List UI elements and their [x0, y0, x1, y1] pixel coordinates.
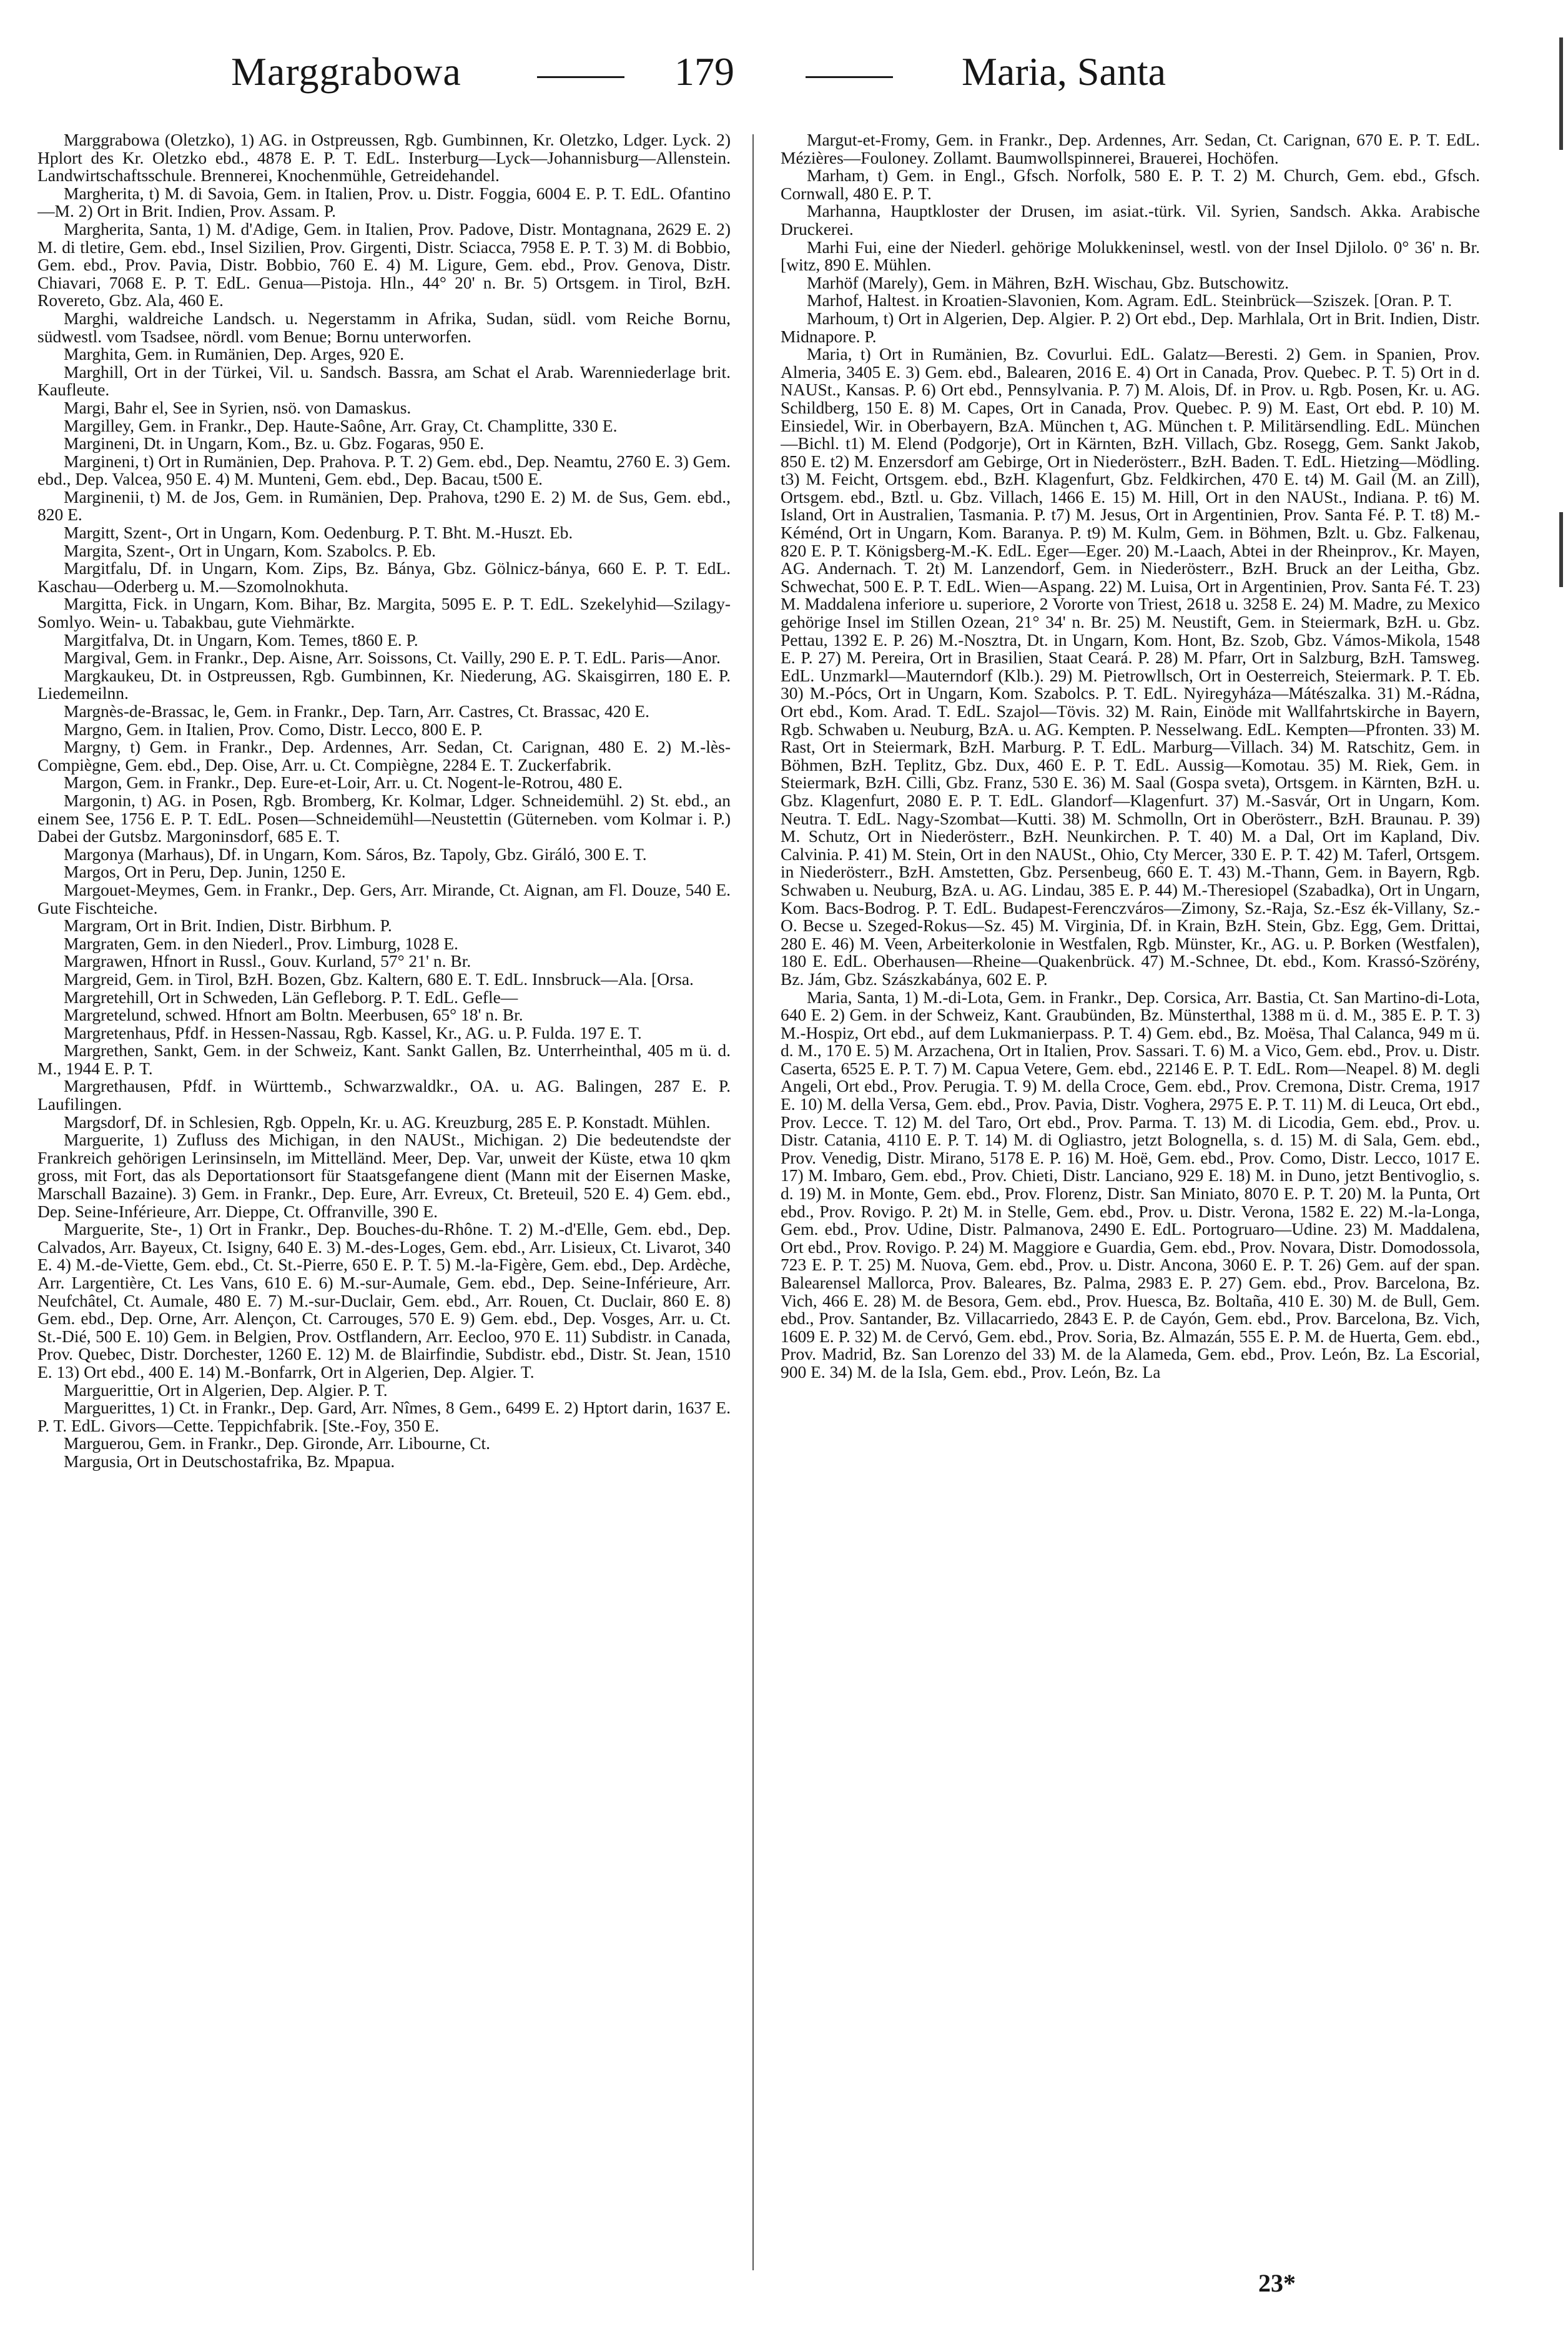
dictionary-entry: Marggrabowa (Oletzko), 1) AG. in Ostpreussen, Rgb. Gumbinnen, Kr. Oletzko, Ldger. Lyck. 2) Hplort des Kr. Oletzko ebd., 4878 E. P. T. EdL. Insterburg—Lyck—Johannisburg—Allenstein. Landwirtschaftsschule. Brennerei, Knochenmühle, Getreidehandel.	[37, 131, 731, 185]
page-number: 179	[674, 49, 734, 94]
dictionary-entry: Margrethen, Sankt, Gem. in der Schweiz, Kant. Sankt Gallen, Bz. Unterrheinthal, 405 m ü. d. M., 1944 E. P. T.	[37, 1041, 731, 1078]
dictionary-entry: Marguerite, 1) Zufluss des Michigan, in den NAUSt., Michigan. 2) Die bedeutendste der Frankreich gehörigen Lerinsinseln, im Mittelländ. Meer, Dep. Var, unweit der Küste, etwa 10 qkm gross, mit Fort, das als Deportationsort für Staatsgefangene dient (Mann mit der Eisernen Maske, Marschall Bazaine). 3) Gem. in Frankr., Dep. Eure, Arr. Evreux, Ct. Breteuil, 520 E. 4) Gem. ebd., Dep. Seine-Inférieure, Arr. Dieppe, Ct. Offranville, 390 E.	[37, 1130, 731, 1221]
dictionary-entry: Margnès-de-Brassac, le, Gem. in Frankr., Dep. Tarn, Arr. Castres, Ct. Brassac, 420 E.	[64, 701, 649, 721]
dictionary-entry: Margonin, t) AG. in Posen, Rgb. Bromberg, Kr. Kolmar, Ldger. Schneidemühl. 2) St. ebd., an einem See, 1756 E. P. T. EdL. Posen—Schneidemühl—Neustettin (Güterneben. vom Kolmar i. P.) Dabei der Gutsbz. Margoninsdorf, 685 E. T.	[37, 790, 731, 846]
dictionary-entry: Maria, Santa, 1) M.-di-Lota, Gem. in Frankr., Dep. Corsica, Arr. Bastia, Ct. San Martino-di-Lota, 640 E. 2) Gem. in der Schweiz, Kant. Graubünden, Bz. Münsterthal, 1388 m ü. d. M., 385 E. P. T. 3) M.-Hospiz, Ort ebd., auf dem Lukmanierpass. P. T. 4) Gem. ebd., Bz. Moësa, Thal Calanca, 949 m ü. d. M., 170 E. 5) M. Arzachena, Ort in Italien, Prov. Sassari. T. 6) M. a Vico, Gem. ebd., Prov. u. Distr. Caserta, 6525 E. P. T. 7) M. Capua Vetere, Gem. ebd., 22146 E. P. T. EdL. Rom—Neapel. 8) M. degli Angeli, Ort ebd., Prov. Perugia. T. 9) M. della Croce, Gem. ebd., Prov. Cremona, Distr. Crema, 1917 E. 10) M. della Versa, Gem. ebd., Prov. Pavia, Distr. Voghera, 2975 E. P. T. 11) M. di Leuca, Ort ebd., Prov. Lecce. T. 12) M. del Taro, Ort ebd., Prov. Parma. T. 13) M. di Licodia, Gem. ebd., Prov. u. Distr. Catania, 4110 E. P. T. 14) M. di Ogliastro, jetzt Bolognella, s. d. 15) M. di Sala, Gem. ebd., Prov. Venedig, Distr. Mirano, 5178 E. P. 16) M. Hoë, Gem. ebd., Prov. Como, Distr. Lecco, 1017 E. 17) M. Imbaro, Gem. ebd., Prov. Chieti, Distr. Lanciano, 929 E. 18) M. in Duno, jetzt Bentivoglio, s. d. 19) M. in Monte, Gem. ebd., Prov. Florenz, Distr. San Miniato, 8070 E. P. T. 20) M. la Punta, Ort ebd., Prov. Rovigo. P. 2t) M. in Stelle, Gem. ebd., Prov. u. Distr. Verona, 1582 E. 22) M.-la-Longa, Gem. ebd., Prov. Udine, Distr. Palmanova, 2490 E. EdL. Portogruaro—Udine. 23) M. Maddalena, Ort ebd., Prov. Rovigo. P. 24) M. Maggiore e Guardia, Gem. ebd., Prov. Novara, Distr. Domodossola, 723 E. P. T. 25) M. Nuova, Gem. ebd., Prov. u. Distr. Ancona, 3060 E. P. T. 26) Gem. auf der span. Balearensel Mallorca, Prov. Baleares, Bz. Palma, 2983 E. P. 27) Gem. ebd., Prov. Barcelona, Bz. Vich, 466 E. 28) M. de Besora, Gem. ebd., Prov. Huesca, Bz. Boltaña, 410 E. 30) M. de Bull, Gem. ebd., Prov. Santander, Bz. Villacarriedo, 2843 E. P. de Cayón, Gem. ebd., Prov. Barcelona, Bz. Vich, 1609 E. P. 32) M. de Cervó, Gem. ebd., Prov. Soria, Bz. Almazán, 555 E. P. M. de Huerta, Gem. ebd., Prov. Madrid, Bz. San Lorenzo del 33) M. de la Alameda, Gem. ebd., Prov. León, Bz. La Escorial, 900 E. 34) M. de la Isla, Gem. ebd., Prov. León, Bz. La	[781, 987, 1480, 1382]
left-column	[37, 131, 731, 2280]
dictionary-entry: Margkaukeu, Dt. in Ostpreussen, Rgb. Gumbinnen, Kr. Niederung, AG. Skaisgirren, 180 E. P. Liedemeilnn.	[37, 665, 731, 703]
dictionary-entry: Marghill, Ort in der Türkei, Vil. u. Sandsch. Bassra, am Schat el Arab. Warenniederlage brit. Kaufleute.	[37, 362, 731, 400]
header-rule-left	[537, 76, 624, 78]
dictionary-entry: Margon, Gem. in Frankr., Dep. Eure-et-Loir, Arr. u. Ct. Nogent-le-Rotrou, 480 E.	[64, 773, 623, 793]
dictionary-entry: Margusia, Ort in Deutschostafrika, Bz. Mpapua.	[64, 1451, 395, 1471]
dictionary-entry: Margineni, Dt. in Ungarn, Kom., Bz. u. Gbz. Fogaras, 950 E.	[64, 433, 485, 453]
running-head-left: Marggrabowa	[231, 49, 461, 94]
dictionary-entry: Margny, t) Gem. in Frankr., Dep. Ardennes, Arr. Sedan, Ct. Carignan, 480 E. 2) M.-lès-Compiègne, Gem. ebd., Dep. Oise, Arr. u. Ct. Compiègne, 2284 E. T. Zuckerfabrik.	[37, 737, 731, 774]
dictionary-entry: Margival, Gem. in Frankr., Dep. Aisne, Arr. Soissons, Ct. Vailly, 290 E. P. T. EdL. Paris—Anor.	[64, 648, 721, 668]
dictionary-entry: Margreid, Gem. in Tirol, BzH. Bozen, Gbz. Kaltern, 680 E. T. EdL. Innsbruck—Ala. [Orsa.	[64, 969, 694, 989]
dictionary-entry: Margitta, Fick. in Ungarn, Kom. Bihar, Bz. Margita, 5095 E. P. T. EdL. Szekelyhid—Szilagy-Somlyo. Wein- u. Tabakbau, gute Viehmärkte.	[37, 594, 731, 632]
dictionary-entry: Marham, t) Gem. in Engl., Gfsch. Norfolk, 580 E. P. T. 2) M. Church, Gem. ebd., Gfsch. Cornwall, 480 E. P. T.	[781, 166, 1480, 203]
dictionary-entry: Marguerittie, Ort in Algerien, Dep. Algier. P. T.	[64, 1380, 388, 1400]
dictionary-entry: Marguerite, Ste-, 1) Ort in Frankr., Dep. Bouches-du-Rhône. T. 2) M.-d'Elle, Gem. ebd., Dep. Calvados, Arr. Bayeux, Ct. Isigny, 640 E. 3) M.-des-Loges, Gem. ebd., Arr. Lisieux, Ct. Livarot, 340 E. 4) M.-de-Viette, Gem. ebd., Ct. St.-Pierre, 650 E. P. T. 5) M.-la-Figère, Gem. ebd., Dep. Ardèche, Arr. Largentière, Ct. Les Vans, 610 E. 6) M.-sur-Aumale, Gem. ebd., Dep. Seine-Inférieure, Arr. Neufchâtel, Ct. Aumale, 480 E. 7) M.-sur-Duclair, Gem. ebd., Arr. Rouen, Ct. Duclair, 860 E. 8) Gem. ebd., Dep. Orne, Arr. Alençon, Ct. Carrouges, 570 E. 9) Gem. ebd., Dep. Vosges, Arr. u. Ct. St.-Dié, 500 E. 10) Gem. in Belgien, Prov. Ostflandern, Arr. Eecloo, 970 E. 11) Subdistr. in Canada, Prov. Quebec, Distr. Dorchester, 1260 E. 12) M. de Blairfindie, Subdistr. ebd., Distr. St. Jean, 1510 E. 13) Ort ebd., 400 E. 14) M.-Bonfarrk, Ort in Algerien, Dep. Algier. T.	[37, 1219, 731, 1382]
dictionary-entry: Marhoum, t) Ort in Algerien, Dep. Algier. P. 2) Ort ebd., Dep. Marhlala, Ort in Brit. Indien, Distr. Midnapore. P.	[781, 308, 1480, 346]
dictionary-entry: Margretenhaus, Pfdf. in Hessen-Nassau, Rgb. Kassel, Kr., AG. u. P. Fulda. 197 E. T.	[64, 1022, 642, 1042]
dictionary-entry: Margut-et-Fromy, Gem. in Frankr., Dep. Ardennes, Arr. Sedan, Ct. Carignan, 670 E. P. T. EdL. Mézières—Fouloney. Zollamt. Baumwollspinnerei, Brauerei, Hochöfen.	[781, 131, 1480, 167]
dictionary-entry: Margno, Gem. in Italien, Prov. Como, Distr. Lecco, 800 E. P.	[64, 719, 483, 739]
dictionary-entry: Marguerou, Gem. in Frankr., Dep. Gironde, Arr. Libourne, Ct.	[64, 1433, 491, 1453]
dictionary-entry: Margilley, Gem. in Frankr., Dep. Haute-Saône, Arr. Gray, Ct. Champlitte, 330 E.	[64, 415, 618, 435]
dictionary-entry: Margonya (Marhaus), Df. in Ungarn, Kom. Sáros, Bz. Tapoly, Gbz. Giráló, 300 E. T.	[64, 844, 647, 864]
dictionary-entry: Margitt, Szent-, Ort in Ungarn, Kom. Oedenburg. P. T. Bht. M.-Huszt. Eb.	[64, 523, 573, 543]
dictionary-entry: Marguerittes, 1) Ct. in Frankr., Dep. Gard, Arr. Nîmes, 8 Gem., 6499 E. 2) Hptort darin, 1637 E. P. T. EdL. Givors—Cette. Teppichfabrik. [Ste.-Foy, 350 E.	[37, 1398, 731, 1435]
column-divider	[752, 134, 754, 2270]
page-signature: 23*	[1258, 2269, 1296, 2297]
dictionary-entry: Margos, Ort in Peru, Dep. Junin, 1250 E.	[64, 862, 346, 882]
dictionary-entry: Marhöf (Marely), Gem. in Mähren, BzH. Wischau, Gbz. Butschowitz.	[807, 272, 1289, 292]
dictionary-entry: Maria, t) Ort in Rumänien, Bz. Covurlui. EdL. Galatz—Beresti. 2) Gem. in Spanien, Prov. Almeria, 3405 E. 3) Gem. ebd., Balearen, 2016 E. 4) Ort in Canada, Prov. Quebec. P. T. 5) Ort in d. NAUSt., Kansas. P. 6) Ort ebd., Pennsylvania. P. 7) M. Alois, Df. in Prov. u. Rgb. Posen, Kr. u. AG. Schildberg, 150 E. 8) M. Capes, Ort in Canada, Prov. Quebec. P. 9) M. East, Ort ebd. P. 10) M. Einsiedel, Wir. in Oberbayern, BzA. München t, AG. München t. P. Militärsendling. EdL. München—Bichl. t1) M. Elend (Podgorje), Ort in Kärnten, BzH. Villach, Gbz. Rosegg, Gem. Sankt Jakob, 850 E. t2) M. Enzersdorf am Gebirge, Ort in Niederösterr., BzH. Baden. T. EdL. Hietzing—Mödling. t3) M. Feicht, Ortsgem. ebd., BzH. Klagenfurt, Gbz. Feldkirchen, 470 E. t4) M. Gail (M. an Zill), Ortsgem. ebd., Bztl. u. Gbz. Villach, 1466 E. 15) M. Hill, Ort in den NAUSt., Indiana. P. t6) M. Island, Ort in Australien, Tasmania. P. t7) M. Jesus, Ort in Argentinien, Prov. Santa Fé. P. T. t8) M.-Kéménd, Ort in Ungarn, Kom. Baranya. P. t9) M. Kulm, Gem. in Böhmen, Bzlt. u. Gbz. Falkenau, 820 E. P. T. Königsberg-M.-K. EdL. Eger—Eger. 20) M.-Laach, Abtei in der Rheinprov., Kr. Mayen, AG. Andernach. T. 2t) M. Lanzendorf, Gem. in Niederösterr., BzH. Bruck an der Leitha, Gbz. Schwechat, 500 E. P. T. EdL. Wien—Aspang. 22) M. Luisa, Ort in Argentinien, Prov. Santa Fé. T. 23) M. Maddalena inferiore u. superiore, 2 Vororte von Triest, 2618 u. 3258 E. 24) M. Madre, zu Mexico gehörige Insel im Stillen Ozean, 21° 34' n. Br. 25) M. Neustift, Gem. in Steiermark, BzH. u. Gbz. Pettau, 1392 E. P. 26) M.-Nosztra, Dt. in Ungarn, Kom. Hont, Bz. Szob, Gbz. Vámos-Mikola, 1548 E. P. 27) M. Pereira, Ort in Brasilien, Staat Ceará. P. 28) M. Pfarr, Ort in Salzburg, BzH. Tamsweg. EdL. Unzmarkl—Mauterndorf (Klb.). 29) M. Pietrowllsch, Ort in Oesterreich, Steiermark. P. T. Eb. 30) M.-Pócs, Ort in Ungarn, Kom. Szabolcs. P. T. EdL. Nyiregyháza—Mátészalka. 31) M.-Rádna, Ort ebd., Kom. Arad. T. EdL. Szajol—Tövis. 32) M. Rain, Einöde mit Wallfahrtskirche in Bayern, Rgb. Schwaben u. Neuburg, BzA. u. AG. Kempten. P. Nesselwang. EdL. Kempten—Pfronten. 33) M. Rast, Ort in Steiermark, BzH. Marburg. P. T. EdL. Marburg—Villach. 34) M. Ratschitz, Gem. in Böhmen, BzH. Teplitz, Gbz. Dux, 460 E. P. T. EdL. Aussig—Komotau. 35) M. Riek, Gem. in Steiermark, BzH. Cilli, Gbz. Franz, 530 E. 36) M. Saal (Gospa sveta), Ortsgem. in Kärnten, BzH. u. Gbz. Klagenfurt, 2080 E. P. T. EdL. Glandorf—Klagenfurt. 37) M.-Sasvár, Ort in Ungarn, Kom. Neutra. T. EdL. Nagy-Szombat—Kutti. 38) M. Schmolln, Ort in Oberösterr., BzH. Braunau. P. 39) M. Schutz, Ort in Niederösterr., BzH. Neunkirchen. P. T. 40) M. a Dal, Ort im Kapland, Div. Calvinia. P. 41) M. Stein, Ort in den NAUSt., Ohio, Cty Mercer, 330 E. P. T. 42) M. Taferl, Ortsgem. in Niederösterr., BzH. Amstetten, Gbz. Persenbeug, 660 E. T. 43) M.-Thann, Gem. in Bayern, Rgb. Schwaben u. Neuburg, BzA. u. AG. Lindau, 385 E. P. 44) M.-Theresiopel (Szabadka), Ort in Ungarn, Kom. Bacs-Bodrog. P. T. EdL. Budapest-Ferenczváros—Zimony, Sz.-Raja, Sz.-Esz ék-Villany, Sz.-O. Becse u. Szeged-Rokus—Sz. 45) M. Virginia, Df. in Krain, BzH. Stein, Gbz. Egg, Gem. Drittai, 280 E. 46) M. Veen, Arbeiterkolonie in Westfalen, Rgb. Münster, Kr., AG. u. P. Borken (Westfalen), 180 E. EdL. Oberhausen—Rheine—Quakenbrück. 47) M.-Schnee, Dt. ebd., Kom. Krassó-Szörény, Bz. Jám, Gbz. Szászkabánya, 602 E. P.	[781, 344, 1480, 989]
dictionary-entry: Marhi Fui, eine der Niederl. gehörige Molukkeninsel, westl. von der Insel Djilolo. 0° 36' n. Br. [witz, 890 E. Mühlen.	[781, 237, 1480, 275]
running-head-right: Maria, Santa	[962, 49, 1166, 94]
dictionary-entry: Margram, Ort in Brit. Indien, Distr. Birbhum. P.	[64, 916, 392, 936]
page-header	[0, 49, 1568, 117]
dictionary-entry: Margitfalva, Dt. in Ungarn, Kom. Temes, t860 E. P.	[64, 630, 418, 650]
dictionary-entry: Margouet-Meymes, Gem. in Frankr., Dep. Gers, Arr. Mirande, Ct. Aignan, am Fl. Douze, 540 E. Gute Fischteiche.	[37, 879, 731, 917]
dictionary-entry: Margretelund, schwed. Hfnort am Boltn. Meerbusen, 65° 18' n. Br.	[64, 1005, 523, 1025]
dictionary-entry: Margrawen, Hfnort in Russl., Gouv. Kurland, 57° 21' n. Br.	[64, 951, 471, 971]
dictionary-entry: Marghita, Gem. in Rumänien, Dep. Arges, 920 E.	[64, 344, 405, 364]
dictionary-entry: Margita, Szent-, Ort in Ungarn, Kom. Szabolcs. P. Eb.	[64, 540, 436, 560]
dictionary-entry: Margi, Bahr el, See in Syrien, nsö. von Damaskus.	[64, 397, 412, 417]
dictionary-entry: Marhanna, Hauptkloster der Drusen, im asiat.-türk. Vil. Syrien, Sandsch. Akka. Arabische Druckerei.	[781, 201, 1480, 239]
dictionary-entry: Margitfalu, Df. in Ungarn, Kom. Zips, Bz. Bánya, Gbz. Gölnicz-bánya, 660 E. P. T. EdL. Kaschau—Oderberg u. M.—Szomolnokhuta.	[37, 558, 731, 596]
dictionary-entry: Margherita, Santa, 1) M. d'Adige, Gem. in Italien, Prov. Padove, Distr. Montagnana, 2629 E. 2) M. di tletire, Gem. ebd., Insel Sizilien, Prov. Girgenti, Distr. Sciacca, 7958 E. P. T. 3) M. di Bobbio, Gem. ebd., Prov. Pavia, Distr. Bobbio, 760 E. 4) M. Ligure, Gem. ebd., Prov. Genova, Distr. Chiavari, 7068 E. P. T. EdL. Genua—Pistoja. Hln., 44° 20' n. Br. 5) Ortsgem. in Tirol, BzH. Rovereto, Gbz. Ala, 460 E.	[37, 219, 731, 310]
dictionary-entry: Marginenii, t) M. de Jos, Gem. in Rumänien, Dep. Prahova, t290 E. 2) M. de Sus, Gem. ebd., 820 E.	[37, 487, 731, 525]
header-rule-right	[806, 76, 893, 78]
dictionary-entry: Marhof, Haltest. in Kroatien-Slavonien, Kom. Agram. EdL. Steinbrück—Sziszek. [Oran. P. T.	[807, 290, 1452, 310]
dictionary-entry: Margsdorf, Df. in Schlesien, Rgb. Oppeln, Kr. u. AG. Kreuzburg, 285 E. P. Konstadt. Mühlen.	[64, 1112, 711, 1132]
dictionary-entry: Margineni, t) Ort in Rumänien, Dep. Prahova. P. T. 2) Gem. ebd., Dep. Neamtu, 2760 E. 3) Gem. ebd., Dep. Valcea, 950 E. 4) M. Munteni, Gem. ebd., Dep. Bacau, t500 E.	[37, 451, 731, 489]
dictionary-entry: Margrethausen, Pfdf. in Württemb., Schwarzwaldkr., OA. u. AG. Balingen, 287 E. P. Laufilingen.	[37, 1076, 731, 1114]
dictionary-entry: Margraten, Gem. in den Niederl., Prov. Limburg, 1028 E.	[64, 933, 458, 953]
right-column	[781, 131, 1480, 2280]
dictionary-entry: Margherita, t) M. di Savoia, Gem. in Italien, Prov. u. Distr. Foggia, 6004 E. P. T. EdL. Ofantino—M. 2) Ort in Brit. Indien, Prov. Assam. P.	[37, 183, 731, 221]
dictionary-entry: Margretehill, Ort in Schweden, Län Gefleborg. P. T. EdL. Gefle—	[64, 987, 518, 1007]
dictionary-entry: Marghi, waldreiche Landsch. u. Negerstamm in Afrika, Sudan, südl. vom Reiche Bornu, südwestl. vom Tsadsee, nördl. vom Benue; Bornu unterworfen.	[37, 308, 731, 346]
scan-edge-mark	[1559, 512, 1563, 587]
scan-edge-mark	[1559, 37, 1563, 150]
